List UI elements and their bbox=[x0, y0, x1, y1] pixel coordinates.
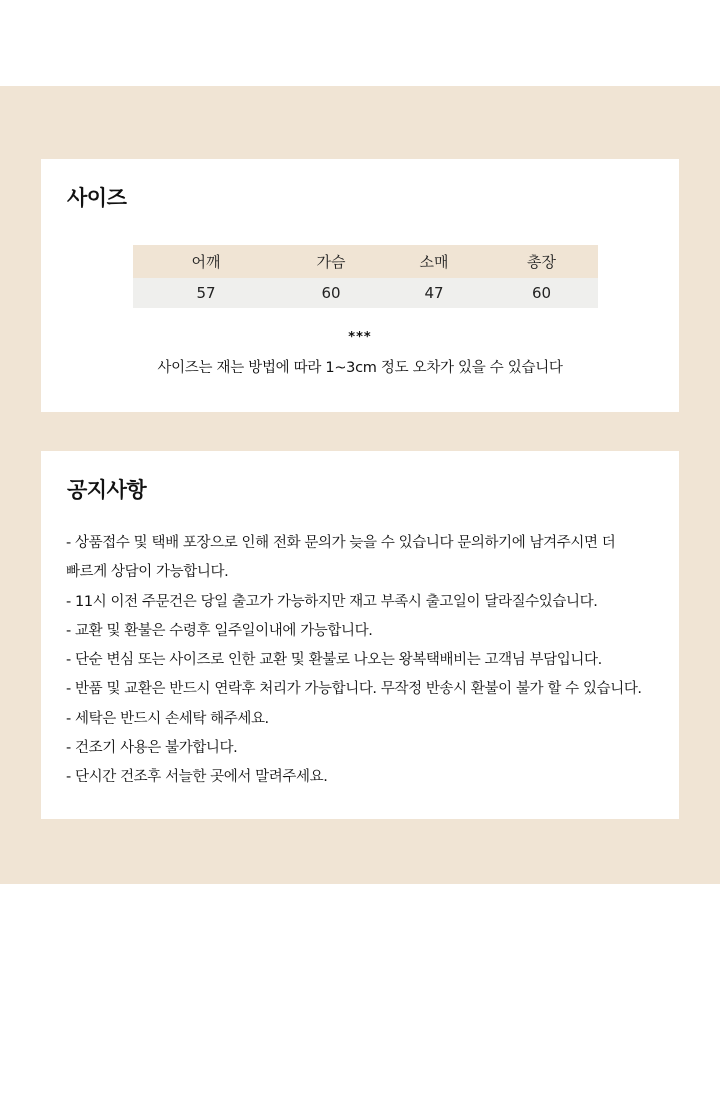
size-value-sleeve: 47 bbox=[424, 284, 444, 302]
notice-line: - 단시간 건조후 서늘한 곳에서 말려주세요. bbox=[66, 769, 328, 786]
size-note-stars: *** bbox=[348, 330, 372, 345]
size-section-title: 사이즈 bbox=[67, 186, 127, 210]
size-table bbox=[133, 245, 598, 308]
notice-line: - 상품접수 및 택배 포장으로 인해 전화 문의가 늦을 수 있습니다 문의하기에 남겨주시면 더 bbox=[66, 535, 616, 551]
size-header-length: 총장 bbox=[527, 253, 556, 271]
size-value-shoulder: 57 bbox=[196, 284, 216, 302]
notice-line: - 11시 이전 주문건은 당일 출고가 가능하지만 재고 부족시 출고일이 달라질수있습니다. bbox=[66, 593, 598, 610]
notice-line: 빠르게 상담이 가능합니다. bbox=[66, 564, 229, 581]
notice-list bbox=[66, 529, 666, 793]
size-value-chest: 60 bbox=[321, 284, 341, 302]
size-note-text: 사이즈는 재는 방법에 따라 1~3cm 정도 오차가 있을 수 있습니다 bbox=[157, 360, 563, 376]
size-table-header-row bbox=[133, 245, 598, 278]
notice-line: - 반품 및 교환은 반드시 연락후 처리가 가능합니다. 무작정 반송시 환불이 불가 할 수 있습니다. bbox=[66, 681, 642, 698]
size-card bbox=[41, 159, 679, 412]
size-header-shoulder: 어깨 bbox=[191, 253, 221, 271]
notice-section-title: 공지사항 bbox=[67, 478, 147, 502]
size-table-row bbox=[133, 278, 598, 308]
notice-card bbox=[41, 451, 679, 819]
notice-line: - 단순 변심 또는 사이즈로 인한 교환 및 환불로 나오는 왕복택배비는 고객님 부담입니다. bbox=[66, 652, 602, 669]
size-header-chest: 가슴 bbox=[316, 253, 346, 271]
notice-line: - 교환 및 환불은 수령후 일주일이내에 가능합니다. bbox=[66, 622, 373, 639]
size-value-length: 60 bbox=[531, 284, 552, 302]
size-header-sleeve: 소매 bbox=[419, 253, 449, 271]
notice-line: - 건조기 사용은 불가합니다. bbox=[66, 740, 238, 757]
notice-line: - 세탁은 반드시 손세탁 해주세요. bbox=[66, 710, 269, 727]
